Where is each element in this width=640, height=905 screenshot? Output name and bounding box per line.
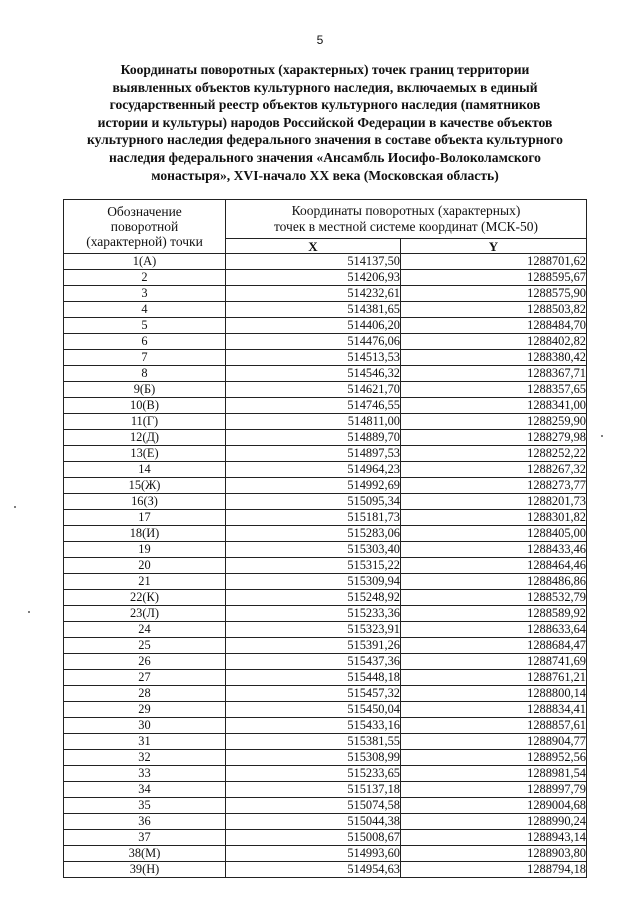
y-cell: 1288701,62 xyxy=(401,254,587,270)
point-cell: 3 xyxy=(64,286,226,302)
y-cell: 1288380,42 xyxy=(401,350,587,366)
point-cell: 6 xyxy=(64,334,226,350)
point-cell: 34 xyxy=(64,782,226,798)
table-row xyxy=(64,366,587,382)
y-cell: 1288301,82 xyxy=(401,510,587,526)
point-cell: 13(Е) xyxy=(64,446,226,462)
x-cell: 515248,92 xyxy=(226,590,401,606)
y-cell: 1288402,82 xyxy=(401,334,587,350)
x-cell: 514621,70 xyxy=(226,382,401,398)
point-cell: 33 xyxy=(64,766,226,782)
scan-speck xyxy=(14,506,16,508)
x-cell: 514954,63 xyxy=(226,862,401,878)
x-cell: 515448,18 xyxy=(226,670,401,686)
y-cell: 1288761,21 xyxy=(401,670,587,686)
point-cell: 18(И) xyxy=(64,526,226,542)
table-row xyxy=(64,766,587,782)
y-cell: 1288981,54 xyxy=(401,766,587,782)
table-row xyxy=(64,382,587,398)
x-cell: 515283,06 xyxy=(226,526,401,542)
point-cell: 5 xyxy=(64,318,226,334)
table-row xyxy=(64,638,587,654)
table-row xyxy=(64,542,587,558)
table-row xyxy=(64,254,587,270)
y-cell: 1288794,18 xyxy=(401,862,587,878)
x-cell: 515309,94 xyxy=(226,574,401,590)
document-title xyxy=(52,61,598,184)
y-cell: 1288341,00 xyxy=(401,398,587,414)
table-row xyxy=(64,702,587,718)
y-cell: 1288486,86 xyxy=(401,574,587,590)
y-cell: 1288575,90 xyxy=(401,286,587,302)
point-cell: 30 xyxy=(64,718,226,734)
header-line: поворотной xyxy=(110,219,179,234)
point-cell: 25 xyxy=(64,638,226,654)
table-row xyxy=(64,734,587,750)
x-cell: 515303,40 xyxy=(226,542,401,558)
header-line: Обозначение xyxy=(107,204,182,219)
point-cell: 2 xyxy=(64,270,226,286)
table-row xyxy=(64,350,587,366)
table-row xyxy=(64,782,587,798)
coordinates-column-header xyxy=(226,200,587,239)
table-row xyxy=(64,430,587,446)
point-cell: 17 xyxy=(64,510,226,526)
x-cell: 515315,22 xyxy=(226,558,401,574)
page-number: 5 xyxy=(316,33,324,47)
point-cell: 36 xyxy=(64,814,226,830)
y-cell: 1288943,14 xyxy=(401,830,587,846)
point-cell: 28 xyxy=(64,686,226,702)
x-cell: 514889,70 xyxy=(226,430,401,446)
x-cell: 515323,91 xyxy=(226,622,401,638)
title-line: монастыря», XVI-начало XX века (Московская область) xyxy=(151,167,499,183)
point-cell: 38(М) xyxy=(64,846,226,862)
point-cell: 12(Д) xyxy=(64,430,226,446)
x-cell: 515381,55 xyxy=(226,734,401,750)
y-cell: 1288952,56 xyxy=(401,750,587,766)
table-row xyxy=(64,686,587,702)
x-cell: 515137,18 xyxy=(226,782,401,798)
x-cell: 515457,32 xyxy=(226,686,401,702)
point-cell: 23(Л) xyxy=(64,606,226,622)
y-cell: 1288990,24 xyxy=(401,814,587,830)
x-cell: 515391,26 xyxy=(226,638,401,654)
title-line: истории и культуры) народов Российской Федерации в качестве объектов xyxy=(97,114,553,130)
x-cell: 515044,38 xyxy=(226,814,401,830)
table-row xyxy=(64,270,587,286)
table-row xyxy=(64,334,587,350)
table-row xyxy=(64,590,587,606)
y-cell: 1289004,68 xyxy=(401,798,587,814)
x-cell: 514993,60 xyxy=(226,846,401,862)
point-cell: 10(В) xyxy=(64,398,226,414)
point-cell: 20 xyxy=(64,558,226,574)
point-cell: 15(Ж) xyxy=(64,478,226,494)
table-row xyxy=(64,574,587,590)
x-cell: 515437,36 xyxy=(226,654,401,670)
point-cell: 4 xyxy=(64,302,226,318)
point-cell: 35 xyxy=(64,798,226,814)
x-cell: 514513,53 xyxy=(226,350,401,366)
point-cell: 14 xyxy=(64,462,226,478)
point-cell: 37 xyxy=(64,830,226,846)
table-row xyxy=(64,670,587,686)
x-cell: 514546,32 xyxy=(226,366,401,382)
x-cell: 514381,65 xyxy=(226,302,401,318)
point-cell: 22(К) xyxy=(64,590,226,606)
table-row xyxy=(64,814,587,830)
x-cell: 514206,93 xyxy=(226,270,401,286)
y-column-header: Y xyxy=(401,239,587,254)
table-row xyxy=(64,830,587,846)
point-column-header xyxy=(64,200,226,254)
point-cell: 8 xyxy=(64,366,226,382)
x-cell: 514746,55 xyxy=(226,398,401,414)
y-cell: 1288857,61 xyxy=(401,718,587,734)
table-row xyxy=(64,286,587,302)
y-cell: 1288367,71 xyxy=(401,366,587,382)
table-row xyxy=(64,302,587,318)
table-row xyxy=(64,558,587,574)
y-cell: 1288589,92 xyxy=(401,606,587,622)
table-row xyxy=(64,510,587,526)
y-cell: 1288741,69 xyxy=(401,654,587,670)
point-cell: 9(Б) xyxy=(64,382,226,398)
x-cell: 514897,53 xyxy=(226,446,401,462)
x-cell: 515433,16 xyxy=(226,718,401,734)
y-cell: 1288464,46 xyxy=(401,558,587,574)
y-cell: 1288279,98 xyxy=(401,430,587,446)
x-cell: 515008,67 xyxy=(226,830,401,846)
x-cell: 515074,58 xyxy=(226,798,401,814)
title-line: государственный реестр объектов культурного наследия (памятников xyxy=(109,97,541,113)
y-cell: 1288997,79 xyxy=(401,782,587,798)
table-row xyxy=(64,750,587,766)
y-cell: 1288800,14 xyxy=(401,686,587,702)
point-cell: 31 xyxy=(64,734,226,750)
table-row xyxy=(64,862,587,878)
table-row xyxy=(64,606,587,622)
y-cell: 1288684,47 xyxy=(401,638,587,654)
y-cell: 1288503,82 xyxy=(401,302,587,318)
point-cell: 21 xyxy=(64,574,226,590)
y-cell: 1288484,70 xyxy=(401,318,587,334)
y-cell: 1288903,80 xyxy=(401,846,587,862)
x-cell: 515233,65 xyxy=(226,766,401,782)
header-line: (характерной) точки xyxy=(86,234,203,249)
table-row xyxy=(64,846,587,862)
scan-speck xyxy=(601,435,603,437)
x-cell: 514476,06 xyxy=(226,334,401,350)
point-cell: 19 xyxy=(64,542,226,558)
y-cell: 1288595,67 xyxy=(401,270,587,286)
point-cell: 7 xyxy=(64,350,226,366)
title-line: Координаты поворотных (характерных) точек границ территории xyxy=(120,62,530,77)
table-row xyxy=(64,462,587,478)
x-cell: 514964,23 xyxy=(226,462,401,478)
x-cell: 515095,34 xyxy=(226,494,401,510)
point-cell: 11(Г) xyxy=(64,414,226,430)
point-cell: 26 xyxy=(64,654,226,670)
y-cell: 1288532,79 xyxy=(401,590,587,606)
title-line: культурного наследия федерального значения в составе объекта культурного xyxy=(87,132,563,148)
title-line: выявленных объектов культурного наследия, включаемых в единый xyxy=(112,79,538,95)
x-cell: 514406,20 xyxy=(226,318,401,334)
x-cell: 514137,50 xyxy=(226,254,401,270)
y-cell: 1288904,77 xyxy=(401,734,587,750)
point-cell: 32 xyxy=(64,750,226,766)
table-row xyxy=(64,494,587,510)
scan-speck xyxy=(28,611,30,613)
x-column-header: X xyxy=(226,239,401,254)
point-cell: 39(Н) xyxy=(64,862,226,878)
table-row xyxy=(64,446,587,462)
table-row xyxy=(64,622,587,638)
x-cell: 515308,99 xyxy=(226,750,401,766)
y-cell: 1288267,32 xyxy=(401,462,587,478)
table-body xyxy=(64,254,587,878)
y-cell: 1288259,90 xyxy=(401,414,587,430)
header-line: точек в местной системе координат (МСК-50) xyxy=(273,219,539,234)
point-cell: 16(З) xyxy=(64,494,226,510)
y-cell: 1288433,46 xyxy=(401,542,587,558)
title-line: наследия федерального значения «Ансамбль Иосифо-Волоколамского xyxy=(109,149,541,165)
point-cell: 1(А) xyxy=(64,254,226,270)
table-row xyxy=(64,798,587,814)
header-line: Координаты поворотных (характерных) xyxy=(291,203,521,218)
table-row xyxy=(64,478,587,494)
point-cell: 29 xyxy=(64,702,226,718)
y-cell: 1288273,77 xyxy=(401,478,587,494)
y-cell: 1288201,73 xyxy=(401,494,587,510)
table-row xyxy=(64,318,587,334)
table-row xyxy=(64,398,587,414)
x-cell: 515450,04 xyxy=(226,702,401,718)
point-cell: 27 xyxy=(64,670,226,686)
table-row xyxy=(64,414,587,430)
table-row xyxy=(64,526,587,542)
point-cell: 24 xyxy=(64,622,226,638)
x-cell: 514232,61 xyxy=(226,286,401,302)
y-cell: 1288357,65 xyxy=(401,382,587,398)
x-cell: 515181,73 xyxy=(226,510,401,526)
table-row xyxy=(64,718,587,734)
x-cell: 515233,36 xyxy=(226,606,401,622)
y-cell: 1288834,41 xyxy=(401,702,587,718)
y-cell: 1288252,22 xyxy=(401,446,587,462)
y-cell: 1288405,00 xyxy=(401,526,587,542)
coordinates-table xyxy=(63,199,587,878)
x-cell: 514992,69 xyxy=(226,478,401,494)
x-cell: 514811,00 xyxy=(226,414,401,430)
y-cell: 1288633,64 xyxy=(401,622,587,638)
table-row xyxy=(64,654,587,670)
